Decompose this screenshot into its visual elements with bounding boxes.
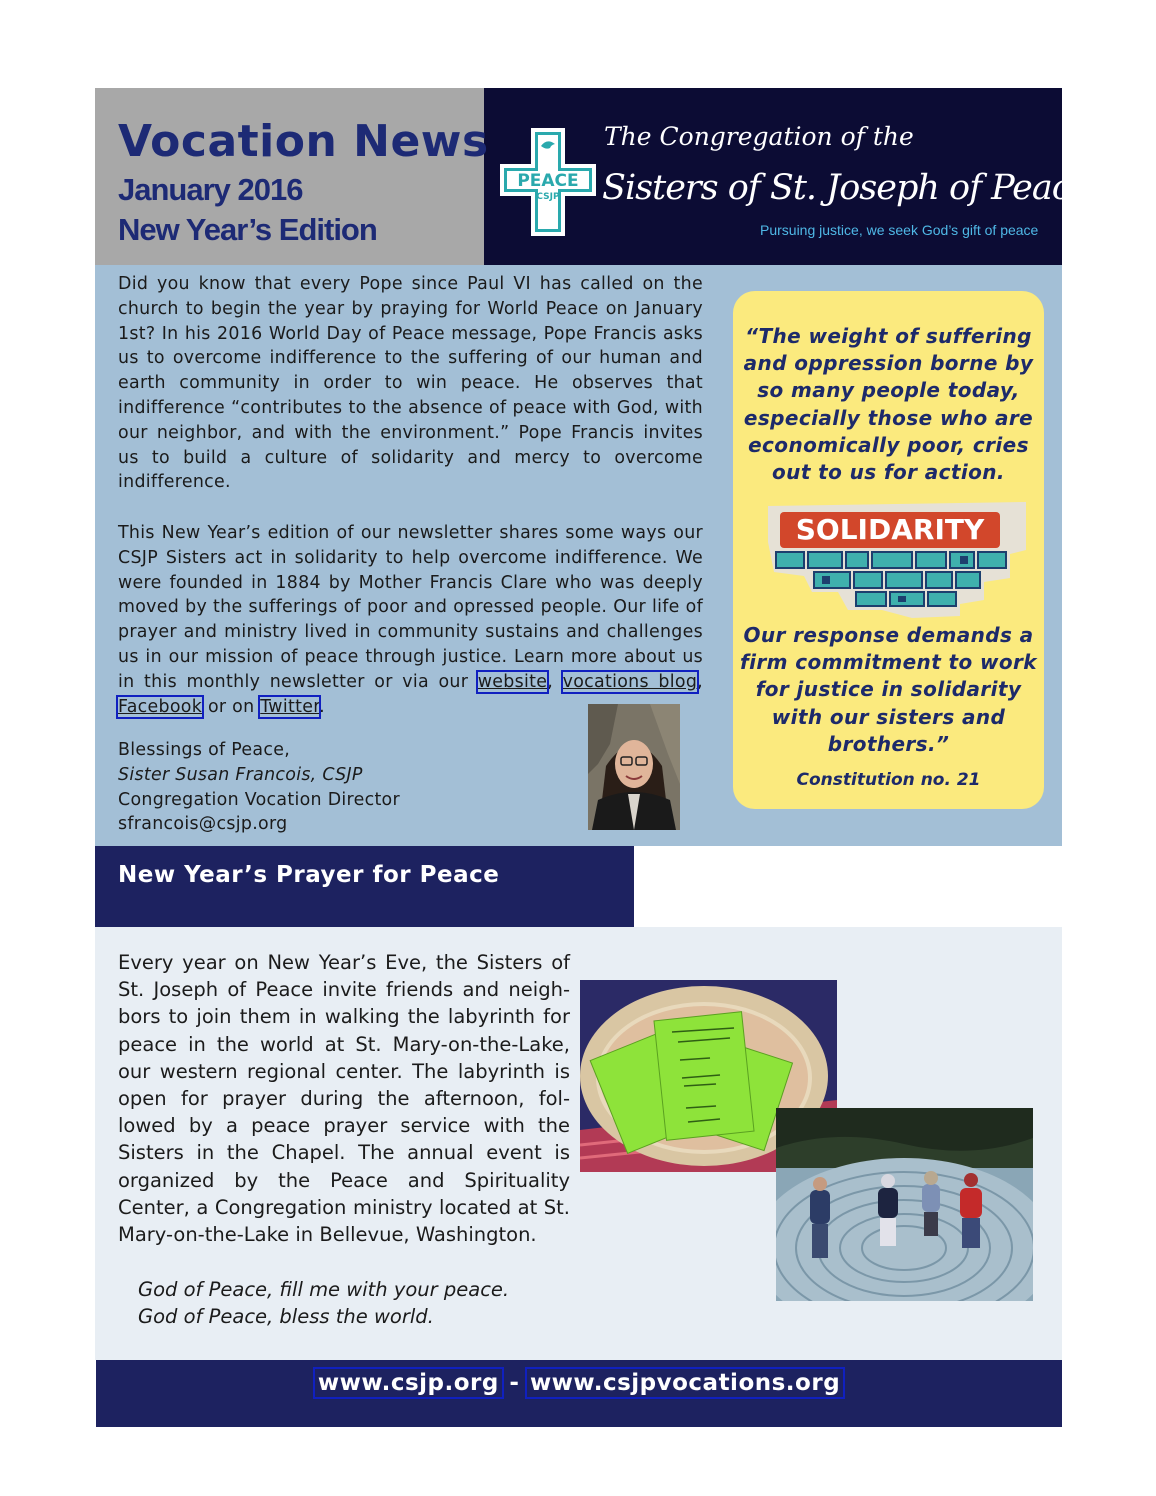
facebook-link[interactable]: Facebook xyxy=(118,696,203,717)
issue-date: January 2016 xyxy=(118,172,303,207)
sign-off-role: Congregation Vocation Director xyxy=(118,789,400,810)
prayer-section-heading: New Year’s Prayer for Peace xyxy=(118,862,500,888)
footer-separator: - xyxy=(509,1370,520,1396)
separator: . xyxy=(319,696,325,717)
separator: , xyxy=(697,671,703,692)
org-tagline: Pursuing justice, we seek God’s gift of peace xyxy=(760,222,1039,238)
csjp-vocations-link[interactable]: www.csjpvocations.org xyxy=(529,1370,841,1396)
sign-off xyxy=(118,738,400,837)
peace-cross-logo-icon xyxy=(498,126,598,238)
intro-paragraph-1: Did you know that every Pope since Paul VI has called on the church to begin the year by praying for World Peace on January 1st? In his 2016 World Day of Peace message, Pope Francis asks us to overcome indifference to the suffering of our human and earth community in order to win peace. He observes that indifference “contributes to the absence of peace with God, with our neighbor, and with the environment.” Pope Francis invites us to build a culture of solidarity and mercy to overcome indifference. xyxy=(118,274,703,493)
org-name-line2: Sisters of St. Joseph of Peace xyxy=(602,168,1091,208)
director-portrait-photo xyxy=(588,704,680,830)
newsletter-title: Vocation News xyxy=(118,116,489,167)
vocations-blog-link[interactable]: vocations blog xyxy=(562,671,698,692)
quote-top-text: “The weight of suffering and oppression borne by so many people today, especially those who are economically poor, cries out to us for action. xyxy=(743,324,1034,485)
prayer-line-1: God of Peace, fill me with your peace. xyxy=(138,1278,510,1301)
csjp-website-link[interactable]: www.csjp.org xyxy=(317,1370,499,1396)
org-name-line1: The Congregation of the xyxy=(604,122,914,151)
sign-off-name: Sister Susan Francois, CSJP xyxy=(118,764,363,785)
quote-source: Constitution no. 21 xyxy=(796,770,981,790)
solidarity-mosaic-image xyxy=(764,492,1030,622)
quote-bottom-text: Our response demands a firm commitment to work for justice in solidarity with our sisters and brothers.” xyxy=(740,623,1037,756)
svg-text:PEACE: PEACE xyxy=(517,171,579,191)
edition-name: New Year’s Edition xyxy=(118,212,377,247)
labyrinth-walkers-photo xyxy=(776,1108,1033,1301)
twitter-link[interactable]: Twitter xyxy=(260,696,320,717)
footer-links xyxy=(96,1370,1062,1396)
sign-off-email: sfrancois@csjp.org xyxy=(118,814,288,835)
prayer-line-2: God of Peace, bless the world. xyxy=(138,1305,434,1329)
prayer-paragraph: Every year on New Year’s Eve, the Sisters of St. Joseph of Peace invite friends and neighbors to join them in walking the labyrinth for peace in the world at St. Mary-on-the-Lake, our western regional center. The labyrinth is open for prayer during the afternoon, followed by a peace prayer service with the Sisters in the Chapel. The annual event is organized by the Peace and Spirituality Center, a Congregation ministry located at St. Mary-on-the-Lake in Bellevue, Washington. xyxy=(118,951,570,1247)
svg-text:CSJP: CSJP xyxy=(536,192,560,202)
sign-off-greeting: Blessings of Peace, xyxy=(118,740,291,760)
intro-paragraph-2-text: This New Year’s edition of our newsletter shares some ways our CSJP Sisters act in solidarity to help overcome indifference. We were founded in 1884 by Mother Francis Clare who was deeply moved by the sufferings of poor and opressed people. Our life of prayer and ministry lived in community sustains and challenges us in our mission of peace through justice. Learn more about us in this monthly newsletter or via our xyxy=(118,523,703,692)
intro-paragraph-2 xyxy=(118,521,703,719)
website-link[interactable]: website xyxy=(477,671,548,692)
svg-text:SOLIDARITY: SOLIDARITY xyxy=(795,513,985,546)
separator: , xyxy=(547,671,554,692)
prayer-text xyxy=(138,1276,509,1330)
separator: or on xyxy=(207,696,255,717)
